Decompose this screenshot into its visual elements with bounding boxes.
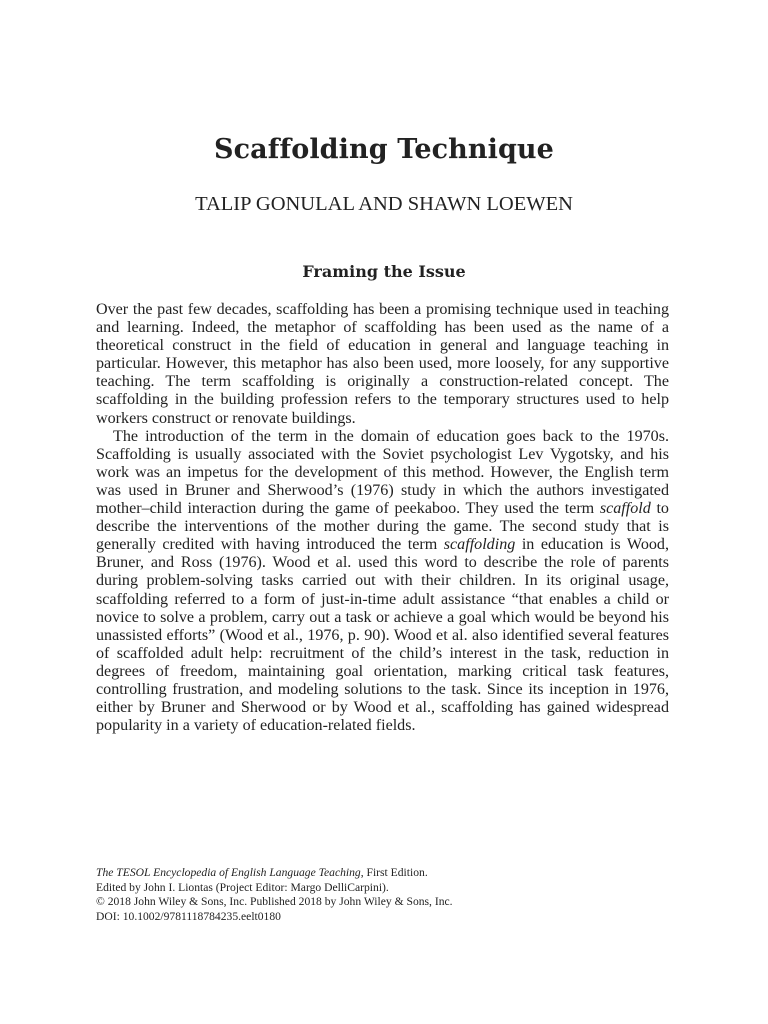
paragraph-2-part-b: to describe the interventions of the mother during the game. The second study that is generally credited with having introduced the term	[96, 500, 669, 554]
book-title: The TESOL Encyclopedia of English Language Teaching	[96, 866, 361, 879]
page-title: Scaffolding Technique	[214, 134, 554, 165]
author-names: TALIP GONULAL AND SHAWN LOEWEN	[195, 193, 573, 215]
footnote-citation	[96, 866, 696, 924]
paragraph-2-part-c: in education is Wood, Bruner, and Ross (1976). Wood et al. used this word to describe the role of parents during problem-solving tasks carried out with their children. In its original usage, scaffolding referred to a form of just-in-time adult assistance “that enables a child or novice to solve a problem, carry out a task or achieve a goal which would be beyond his unassisted efforts” (Wood et al., 1976, p. 90). Wood et al. also identified several features of scaffolded adult help: recruitment of the child’s interest in the task, reduction in degrees of freedom, maintaining goal orientation, marking critical task features, controlling frustration, and modeling solutions to the task. Since its inception in 1976, either by Bruner and Sherwood or by Wood et al., scaffolding has gained widespread popularity in a variety of education-related fields.	[96, 536, 669, 735]
edition: , First Edition.	[360, 866, 428, 879]
paragraph-2	[96, 428, 669, 736]
footer-doi: DOI: 10.1002/9781118784235.eelt0180	[96, 909, 281, 923]
footer-line-1	[96, 866, 696, 881]
paragraph-1: Over the past few decades, scaffolding has been a promising technique used in teaching and learning. Indeed, the metaphor of scaffolding has been used as the name of a theoretical construct in the field of education in general and language teaching in particular. However, this metaphor has also been used, more loosely, for any supportive teaching. The term scaffolding is originally a construction-related concept. The scaffolding in the building profession refers to the temporary structures used to help workers construct or renovate buildings.	[96, 301, 669, 427]
footer-copyright: © 2018 John Wiley & Sons, Inc. Published 2018 by John Wiley & Sons, Inc.	[96, 895, 453, 909]
section-heading: Framing the Issue	[302, 262, 466, 281]
term-scaffold: scaffold	[599, 500, 651, 518]
term-scaffolding: scaffolding	[443, 536, 516, 554]
body-text	[96, 301, 669, 735]
paragraph-2-part-a: The introduction of the term in the domain of education goes back to the 1970s. Scaffolding is usually associated with the Soviet psychologist Lev Vygotsky, and his work was an impetus for the development of this method. However, the English term was used in Bruner and Sherwood’s (1976) study in which the authors investigated mother–child interaction during the game of peekaboo. They used the term	[96, 427, 669, 518]
footer-editors: Edited by John I. Liontas (Project Editor: Margo DelliCarpini).	[96, 880, 389, 894]
